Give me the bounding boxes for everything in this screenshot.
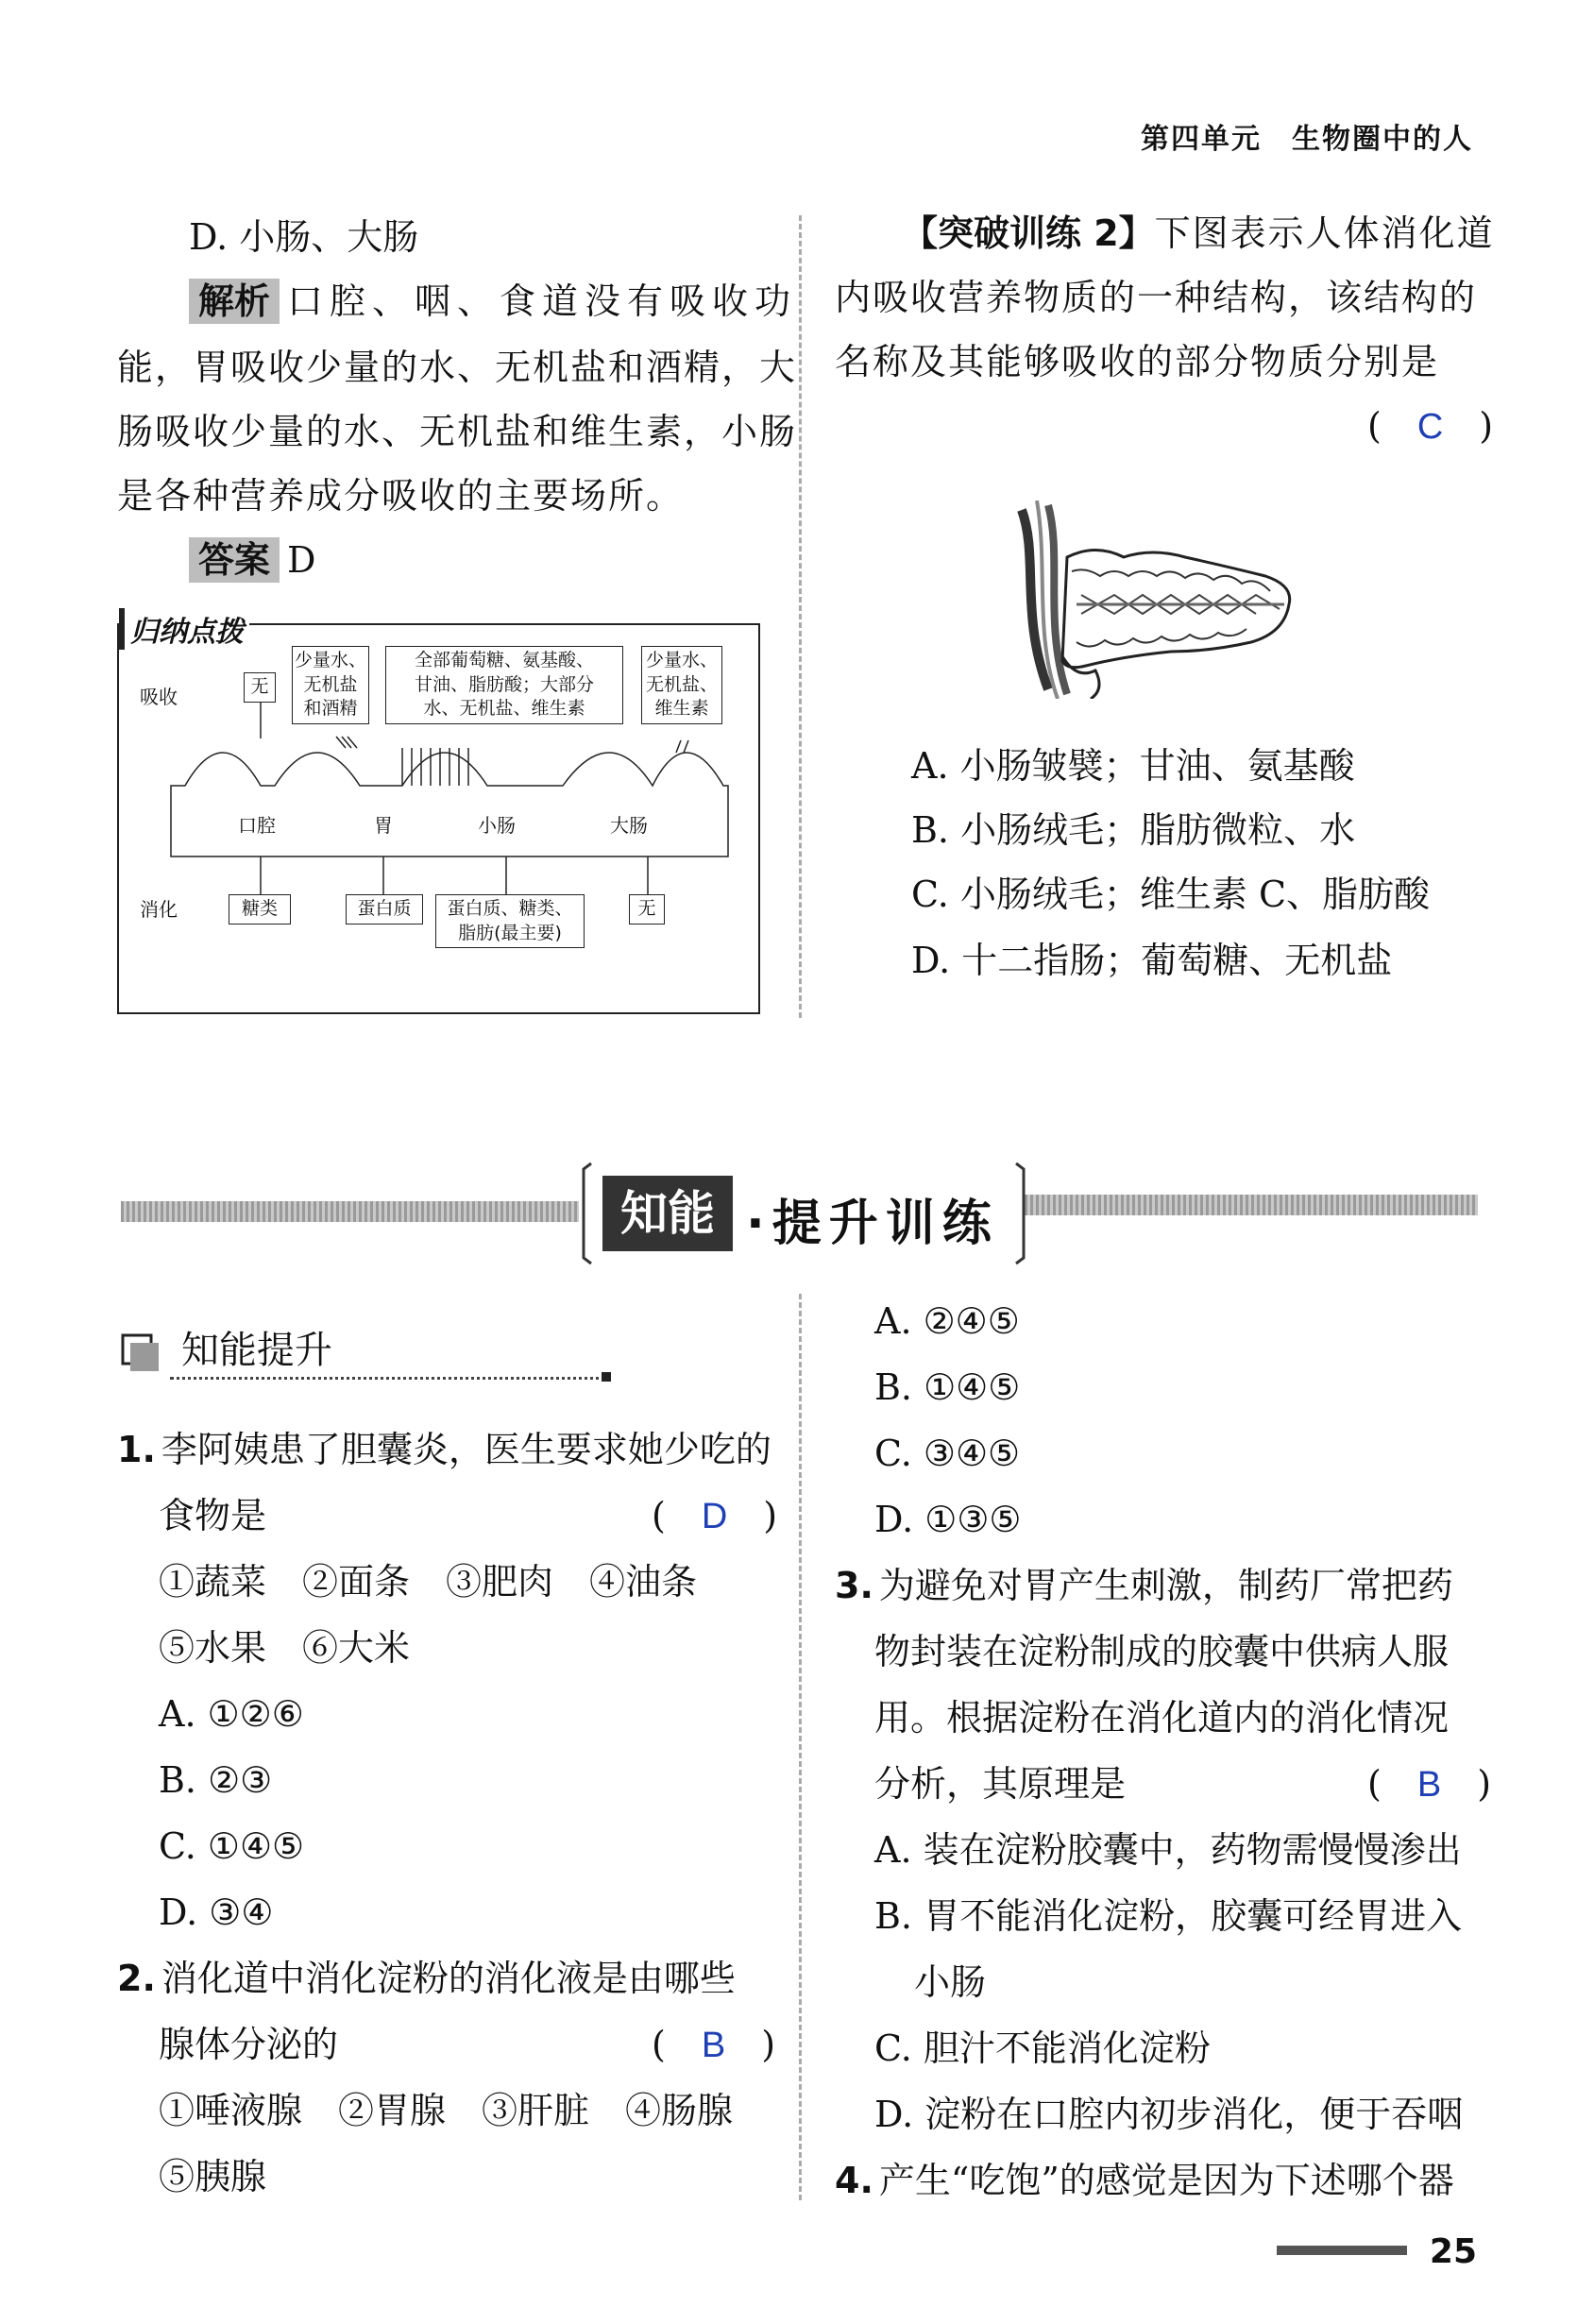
- breakthrough-option-d: D. 十二指肠；葡萄糖、无机盐: [911, 940, 1393, 981]
- subsection-end-dot: [602, 1372, 611, 1382]
- section-badge: 知能: [602, 1176, 733, 1251]
- q2-items-2: ⑤胰腺: [159, 2156, 267, 2197]
- q1-stem-1: [117, 1429, 772, 1470]
- absorb-li-line-3: 维生素: [654, 698, 709, 720]
- q3-stem-4: 分析，其原理是: [874, 1763, 1127, 1805]
- answer-value: D: [287, 539, 316, 581]
- analysis-text-1: 口腔、咽、食道没有吸收功: [287, 280, 798, 322]
- absorb-li-line-1: 少量水、: [645, 650, 718, 670]
- q3-stem-1: [835, 1565, 1453, 1606]
- analysis-line-4: 是各种营养成分吸收的主要场所。: [117, 475, 685, 517]
- q1-option-c: C. ①④⑤: [159, 1825, 305, 1867]
- digest-stomach-line: 蛋白质: [357, 898, 412, 919]
- absorb-box-mouth: [244, 672, 276, 703]
- absorb-stomach-line-3: 和酒精: [303, 698, 358, 720]
- absorb-si-line-2: 甘油、脂肪酸；大部分: [414, 673, 594, 695]
- breakthrough-tag: 【突破训练 2】: [902, 212, 1155, 254]
- absorb-box-small-intestine: [385, 646, 623, 724]
- subsection-underline: [170, 1377, 606, 1380]
- analysis-tag: 解析: [189, 279, 280, 324]
- page-number: 25: [1429, 2232, 1477, 2271]
- digest-li-line: 无: [637, 898, 656, 919]
- organ-large-intestine: 大肠: [610, 814, 648, 837]
- absorb-stomach-line-2: 无机盐: [303, 673, 358, 695]
- q4-stem-1: [835, 2160, 1454, 2201]
- q1-stem-2: 食物是: [159, 1495, 267, 1536]
- absorb-mouth-line: 无: [250, 676, 269, 697]
- q2-num: 2.: [117, 1958, 156, 1999]
- digest-box-stomach: [346, 894, 423, 925]
- absorb-stomach-line-1: 少量水、: [295, 650, 367, 670]
- q1-answer-value: D: [701, 1497, 728, 1536]
- section-title: ·提升训练: [746, 1196, 999, 1252]
- q3-option-b-cont: 小肠: [914, 1961, 987, 2003]
- q4-num: 4.: [835, 2160, 873, 2201]
- breakthrough-answer-value: C: [1416, 407, 1444, 447]
- digest-si-line-1: 蛋白质、糖类、: [447, 898, 573, 919]
- absorb-si-line-3: 水、无机盐、维生素: [423, 698, 585, 720]
- analysis-line-2: 能，胃吸收少量的水、无机盐和酒精，大: [117, 347, 798, 388]
- breakthrough-option-b: B. 小肠绒毛；脂肪微粒、水: [911, 809, 1356, 851]
- q1-items-1: ①蔬菜 ②面条 ③肥肉 ④油条: [159, 1561, 698, 1603]
- q3-stem-text-1: 为避免对胃产生刺激，制药厂常把药: [878, 1565, 1453, 1606]
- q1-answer: ( D ): [652, 1495, 778, 1536]
- absorb-box-stomach: [292, 646, 369, 724]
- q3-option-d: D. 淀粉在口腔内初步消化，便于吞咽: [874, 2094, 1464, 2135]
- answer-tag: 答案: [189, 537, 280, 583]
- summary-diagram: [117, 623, 760, 1014]
- analysis-line-1: [189, 280, 798, 322]
- q2-answer-value: B: [701, 2026, 726, 2065]
- digest-box-mouth: [229, 894, 291, 925]
- breakthrough-line-2: 内吸收营养物质的一种结构，该结构的: [835, 277, 1478, 318]
- q3-option-c: C. 胆汁不能消化淀粉: [874, 2027, 1211, 2069]
- q1-option-d: D. ③④: [159, 1891, 274, 1933]
- q2-option-b: B. ①④⑤: [874, 1366, 1021, 1408]
- q2-stem-1: [117, 1958, 736, 1999]
- q3-option-a: A. 装在淀粉胶囊中，药物需慢慢渗出: [874, 1829, 1462, 1871]
- q4-stem-text-1: 产生“吃饱”的感觉是因为下述哪个器: [878, 2160, 1454, 2201]
- q3-stem-2: 物封装在淀粉制成的胶囊中供病人服: [874, 1631, 1450, 1672]
- breakthrough-line-3: 名称及其能够吸收的部分物质分别是: [835, 341, 1440, 382]
- q1-num: 1.: [117, 1429, 156, 1470]
- q3-option-b: B. 胃不能消化淀粉，胶囊可经胃进入: [874, 1895, 1463, 1937]
- column-divider-top: [799, 215, 802, 1018]
- digest-mouth-line: 糖类: [241, 898, 278, 919]
- digest-box-small-intestine: [435, 894, 585, 948]
- q2-option-d: D. ①③⑤: [874, 1499, 1022, 1540]
- q2-items-1: ①唾液腺 ②胃腺 ③肝脏 ④肠腺: [159, 2090, 734, 2131]
- q2-option-a: A. ②④⑤: [874, 1300, 1020, 1342]
- q3-stem-3: 用。根据淀粉在消化道内的消化情况: [874, 1697, 1450, 1739]
- q3-answer-value: B: [1416, 1765, 1442, 1805]
- breakthrough-stem-1: 下图表示人体消化道: [1154, 212, 1495, 254]
- intestinal-villi-illustration: [1010, 500, 1303, 699]
- q2-answer: ( B ): [652, 2024, 776, 2065]
- q1-items-2: ⑤水果 ⑥大米: [159, 1627, 411, 1669]
- answer-line: [189, 539, 316, 581]
- banner-line-left: [121, 1201, 579, 1222]
- q2-option-c: C. ③④⑤: [874, 1433, 1021, 1474]
- row-label-digest: 消化: [140, 898, 178, 921]
- q1-option-b: B. ②③: [159, 1759, 273, 1801]
- unit-header: 第四单元 生物圈中的人: [1141, 123, 1473, 156]
- q1-option-a: A. ①②⑥: [159, 1693, 304, 1735]
- banner-line-right: [1025, 1195, 1478, 1215]
- analysis-line-3: 肠吸收少量的水、无机盐和维生素，小肠: [117, 411, 798, 452]
- digest-si-line-2: 脂肪(最主要): [458, 922, 562, 943]
- organ-small-intestine: 小肠: [478, 814, 516, 837]
- absorb-si-line-1: 全部葡萄糖、氨基酸、: [414, 650, 594, 670]
- organ-mouth: 口腔: [238, 814, 276, 837]
- q2-stem-text-1: 消化道中消化淀粉的消化液是由哪些: [161, 1958, 736, 1999]
- absorb-box-large-intestine: [641, 646, 722, 724]
- q3-answer: ( B ): [1367, 1763, 1492, 1805]
- subsection-icon: [115, 1330, 172, 1377]
- breakthrough-option-a: A. 小肠皱襞；甘油、氨基酸: [911, 745, 1355, 787]
- q3-num: 3.: [835, 1565, 873, 1606]
- absorb-li-line-2: 无机盐、: [645, 673, 718, 695]
- summary-title: 归纳点拨: [119, 608, 249, 650]
- breakthrough-option-c: C. 小肠绒毛；维生素 C、脂肪酸: [911, 874, 1431, 915]
- subsection-title: 知能提升: [181, 1329, 332, 1372]
- column-divider-bottom: [799, 1294, 802, 2200]
- prev-option-d: D. 小肠、大肠: [189, 216, 419, 258]
- organ-stomach: 胃: [374, 814, 393, 837]
- q1-stem-text-1: 李阿姨患了胆囊炎，医生要求她少吃的: [161, 1429, 772, 1470]
- row-label-absorb: 吸收: [140, 686, 178, 708]
- digest-box-large-intestine: [629, 894, 665, 925]
- footer-bar: [1277, 2246, 1407, 2255]
- q2-stem-2: 腺体分泌的: [159, 2024, 339, 2065]
- breakthrough-answer: ( C ): [1367, 405, 1494, 447]
- breakthrough-line-1: [902, 212, 1495, 254]
